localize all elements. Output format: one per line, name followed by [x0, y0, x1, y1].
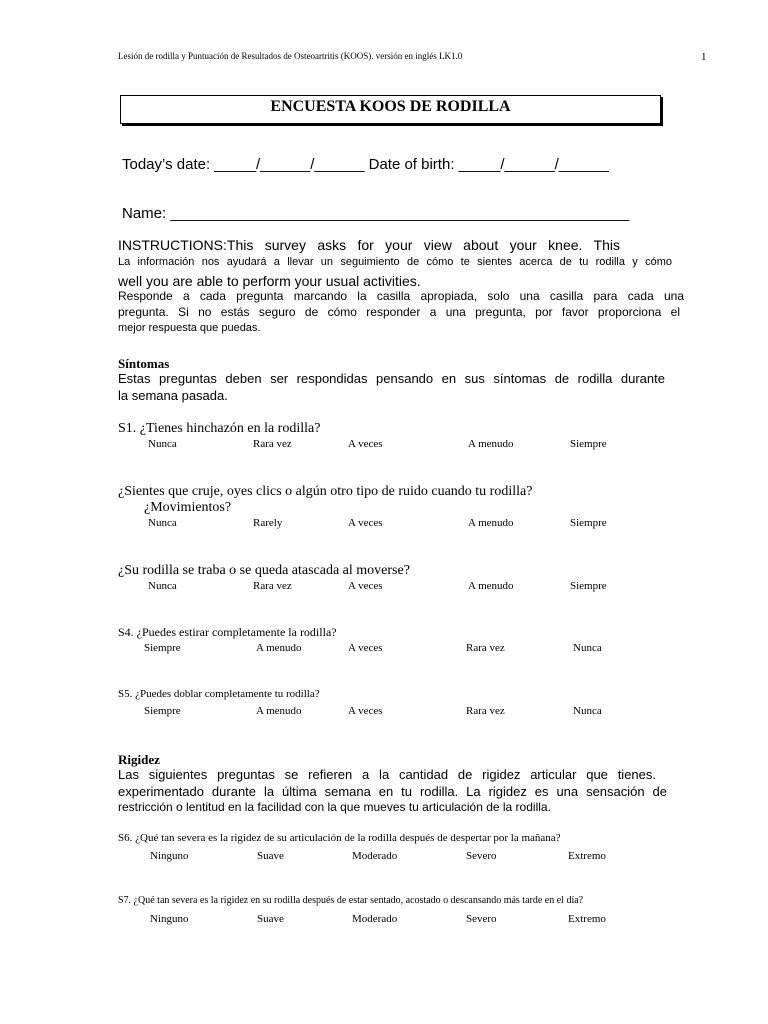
- s5-option-5[interactable]: Nunca: [573, 705, 602, 717]
- symptoms-intro-2: la semana pasada.: [118, 388, 228, 403]
- stiffness-intro-3: restricción o lentitud en la facilidad con la que mueves tu articulación de la rodilla.: [118, 800, 551, 814]
- s6-option-3[interactable]: Moderado: [352, 850, 398, 862]
- symptoms-intro-1: Estas preguntas deben ser respondidas pensando en sus síntomas de rodilla durante: [118, 371, 665, 386]
- stiffness-intro-2: experimentado durante la última semana en tu rodilla. La rigidez es una sensación de: [118, 784, 667, 799]
- s4-option-5[interactable]: Nunca: [573, 642, 602, 654]
- s2-option-5[interactable]: Siempre: [570, 517, 607, 529]
- s6-option-4[interactable]: Severo: [466, 850, 497, 862]
- s2-option-3[interactable]: A veces: [348, 517, 383, 529]
- instructions-line-3: well you are able to perform your usual activities.: [118, 273, 421, 289]
- question-s4: S4. ¿Puedes estirar completamente la rodilla?: [118, 625, 337, 639]
- s4-option-4[interactable]: Rara vez: [466, 642, 505, 654]
- s1-option-1[interactable]: Nunca: [148, 438, 177, 450]
- instructions-line-6: mejor respuesta que puedas.: [118, 322, 261, 334]
- name-field-line[interactable]: Name: _______________________________________________________: [122, 205, 630, 222]
- s5-option-3[interactable]: A veces: [348, 705, 383, 717]
- s7-option-5[interactable]: Extremo: [568, 913, 606, 925]
- s5-option-4[interactable]: Rara vez: [466, 705, 505, 717]
- stiffness-intro-1: Las siguientes preguntas se refieren a la cantidad de rigidez articular que tienes.: [118, 767, 656, 782]
- s6-option-1[interactable]: Ninguno: [150, 850, 189, 862]
- s2-option-4[interactable]: A menudo: [468, 517, 514, 529]
- s3-option-1[interactable]: Nunca: [148, 580, 177, 592]
- symptoms-heading: Síntomas: [118, 356, 170, 371]
- s4-option-2[interactable]: A menudo: [256, 642, 302, 654]
- s2-option-1[interactable]: Nunca: [148, 517, 177, 529]
- question-s2-continuation: ¿Movimientos?: [144, 500, 232, 515]
- question-s3: ¿Su rodilla se traba o se queda atascada al moverse?: [118, 563, 410, 578]
- s7-option-4[interactable]: Severo: [466, 913, 497, 925]
- running-header: Lesión de rodilla y Puntuación de Resultados de Osteoartritis (KOOS). versión en inglés LK1.0: [118, 51, 463, 61]
- s2-option-2[interactable]: Rarely: [253, 517, 283, 529]
- instructions-line-4: Responde a cada pregunta marcando la casilla apropiada, solo una casilla para cada una: [118, 289, 684, 303]
- question-s5: S5. ¿Puedes doblar completamente tu rodilla?: [118, 688, 320, 700]
- page-number: 1: [701, 51, 707, 63]
- s6-option-5[interactable]: Extremo: [568, 850, 606, 862]
- s7-option-2[interactable]: Suave: [257, 913, 284, 925]
- dates-field-line[interactable]: Today’s date: _____/______/______ Date of birth: _____/______/______: [122, 156, 609, 173]
- instructions-line-5: pregunta. Si no estás seguro de cómo responder a una pregunta, por favor proporciona el: [118, 305, 680, 319]
- survey-title: ENCUESTA KOOS DE RODILLA: [120, 95, 661, 124]
- s7-option-3[interactable]: Moderado: [352, 913, 398, 925]
- s5-option-1[interactable]: Siempre: [144, 705, 181, 717]
- question-s7: S7. ¿Qué tan severa es la rigidez en su rodilla después de estar sentado, acostado o descansando más tarde en el día?: [118, 895, 584, 906]
- s3-option-5[interactable]: Siempre: [570, 580, 607, 592]
- s3-option-3[interactable]: A veces: [348, 580, 383, 592]
- s3-option-4[interactable]: A menudo: [468, 580, 514, 592]
- s1-option-5[interactable]: Siempre: [570, 438, 607, 450]
- s1-option-4[interactable]: A menudo: [468, 438, 514, 450]
- s6-option-2[interactable]: Suave: [257, 850, 284, 862]
- question-s6: S6. ¿Qué tan severa es la rigidez de su articulación de la rodilla después de despertar por la mañana?: [118, 832, 561, 844]
- s5-option-2[interactable]: A menudo: [256, 705, 302, 717]
- instructions-line-1: INSTRUCTIONS:This survey asks for your view about your knee. This: [118, 237, 620, 253]
- stiffness-heading: Rigidez: [118, 752, 160, 767]
- s1-option-2[interactable]: Rara vez: [253, 438, 292, 450]
- s3-option-2[interactable]: Rara vez: [253, 580, 292, 592]
- s1-option-3[interactable]: A veces: [348, 438, 383, 450]
- s4-option-3[interactable]: A veces: [348, 642, 383, 654]
- question-s1: S1. ¿Tienes hinchazón en la rodilla?: [118, 421, 321, 436]
- question-s2: ¿Sientes que cruje, oyes clics o algún otro tipo de ruido cuando tu rodilla?: [118, 484, 533, 499]
- instructions-line-2: La información nos ayudará a llevar un seguimiento de cómo te sientes acerca de tu rodilla y cómo: [118, 256, 672, 268]
- s7-option-1[interactable]: Ninguno: [150, 913, 189, 925]
- s4-option-1[interactable]: Siempre: [144, 642, 181, 654]
